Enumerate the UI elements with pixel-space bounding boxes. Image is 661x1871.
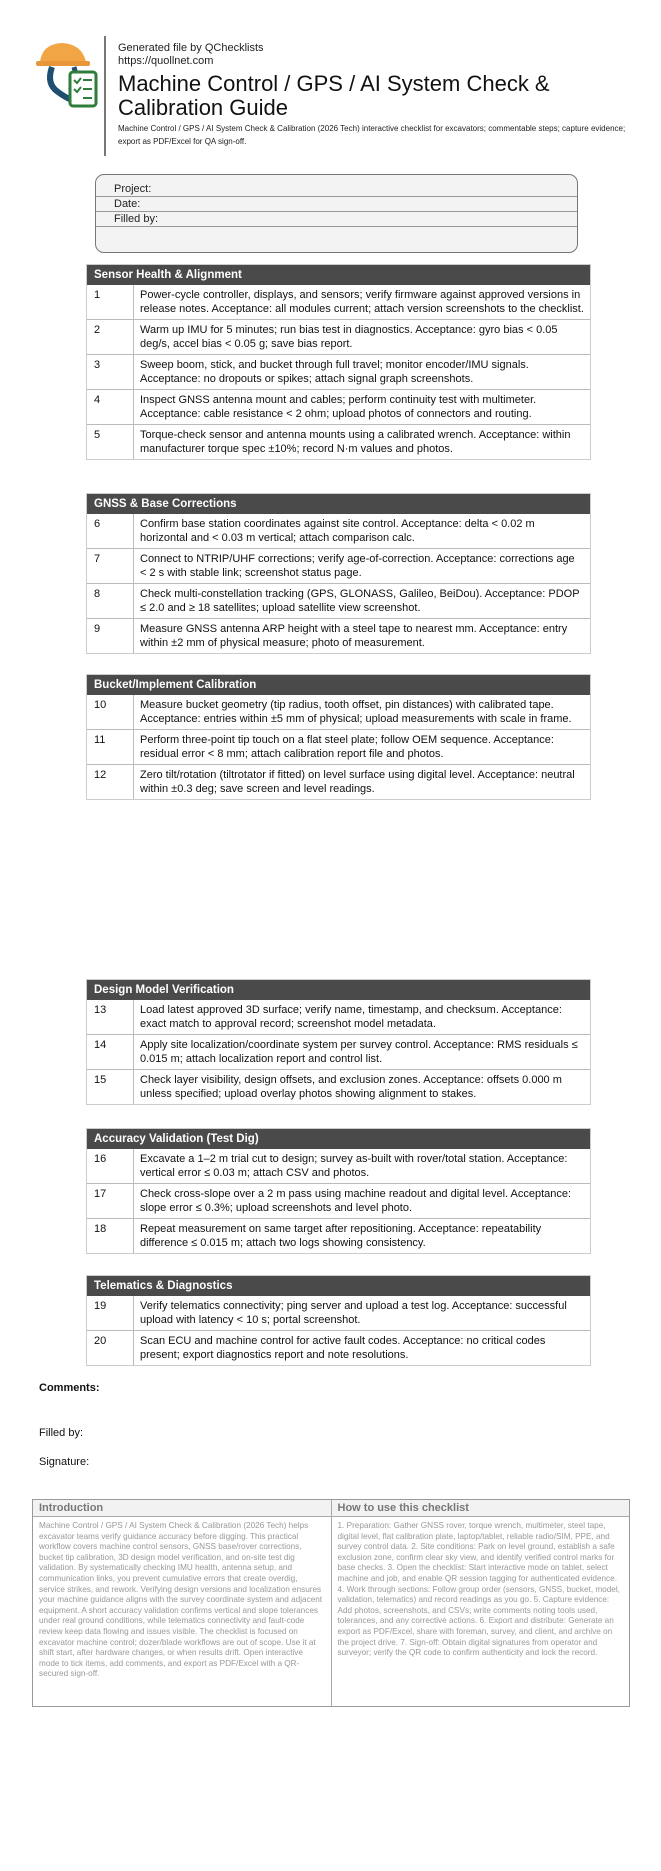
item-text: Apply site localization/coordinate system per survey control. Acceptance: RMS residuals ≤ 0.015 m; attach localization report and control list. bbox=[140, 1039, 578, 1065]
section-bucket-calibration bbox=[86, 674, 591, 800]
section-accuracy-validation bbox=[86, 1128, 591, 1254]
item-text: Load latest approved 3D surface; verify name, timestamp, and checksum. Acceptance: exact match to approval record; screenshot model metadata. bbox=[140, 1004, 562, 1030]
item-number: 1 bbox=[87, 285, 134, 319]
item-number: 6 bbox=[87, 514, 134, 548]
item-text: Inspect GNSS antenna mount and cables; perform continuity test with multimeter. Acceptance: cable resistance < 2 ohm; upload photos of connectors and routing. bbox=[140, 394, 537, 420]
checklist-row[interactable] bbox=[87, 1000, 590, 1034]
item-number: 15 bbox=[87, 1070, 134, 1104]
checklist-row[interactable] bbox=[87, 548, 590, 583]
item-text: Torque-check sensor and antenna mounts using a calibrated wrench. Acceptance: within manufacturer torque spec ±10%; record N·m values and photos. bbox=[140, 429, 571, 455]
item-text: Warm up IMU for 5 minutes; run bias test in diagnostics. Acceptance: gyro bias < 0.05 deg/s, accel bias < 0.05 g; save bias report. bbox=[140, 324, 558, 350]
item-number: 4 bbox=[87, 390, 134, 424]
section-telematics bbox=[86, 1275, 591, 1366]
item-text: Confirm base station coordinates against site control. Acceptance: delta < 0.02 m horizontal and < 0.03 m vertical; attach comparison calc. bbox=[140, 518, 535, 544]
checklist-row[interactable] bbox=[87, 1296, 590, 1330]
item-number: 2 bbox=[87, 320, 134, 354]
checklist-row[interactable] bbox=[87, 354, 590, 389]
source-url-link[interactable]: https://quollnet.com bbox=[118, 55, 214, 67]
page-title: Machine Control / GPS / AI System Check & Calibration Guide bbox=[118, 71, 550, 120]
checklist-row[interactable] bbox=[87, 319, 590, 354]
item-text: Zero tilt/rotation (tiltrotator if fitted) on level surface using digital level. Acceptance: neutral within ±0.3 deg; save screen and level readings. bbox=[140, 769, 575, 795]
section-gnss-base bbox=[86, 493, 591, 654]
introduction-heading: Introduction bbox=[33, 1500, 331, 1517]
item-number: 12 bbox=[87, 765, 134, 799]
checklist-row[interactable] bbox=[87, 285, 590, 319]
checklist-row[interactable] bbox=[87, 618, 590, 653]
date-field[interactable]: Date: bbox=[96, 197, 577, 212]
checklist-row[interactable] bbox=[87, 1069, 590, 1104]
checklist-row[interactable] bbox=[87, 695, 590, 729]
item-text: Scan ECU and machine control for active fault codes. Acceptance: no critical codes present; export diagnostics report and note resolutions. bbox=[140, 1335, 546, 1361]
section-title: Sensor Health & Alignment bbox=[87, 265, 590, 285]
checklist-row[interactable] bbox=[87, 1330, 590, 1365]
item-text: Perform three-point tip touch on a flat steel plate; follow OEM sequence. Acceptance: residual error < 8 mm; attach calibration report file and photos. bbox=[140, 734, 554, 760]
introduction-text: Machine Control / GPS / AI System Check & Calibration (2026 Tech) helps excavator teams verify guidance accuracy before digging. This practical workflow covers machine control sensors, GNSS base/rover corrections, bucket tip calibration, 3D design model verification, and on-site test dig validation. By systematically checking IMU health, antenna setup, and communication links, you prevent cumulative errors that create overdig, service strikes, and rework. Verifying design versions and localization ensures your machine guidance aligns with the survey coordinate system and adjacent equipment. A short accuracy validation confirms vertical and slope tolerances under real ground conditions, while telematics connectivity and fault-code review keep data flowing and issues visible. The checklist is focused on excavator machine control; dozer/blade workflows are out of scope. Use it at shift start, after hardware changes, or when results drift. Open interactive mode to tick items, add comments, and export as PDF/Excel with a QR-secured sign-off. bbox=[39, 1521, 323, 1679]
project-field[interactable]: Project: bbox=[96, 182, 577, 197]
item-number: 14 bbox=[87, 1035, 134, 1069]
checklist-row[interactable] bbox=[87, 514, 590, 548]
item-text: Connect to NTRIP/UHF corrections; verify age-of-correction. Acceptance: corrections age < 2 s with stable link; screenshot status page. bbox=[140, 553, 575, 579]
item-text: Check cross-slope over a 2 m pass using machine readout and digital level. Acceptance: slope error ≤ 0.3%; upload screenshots and level photo. bbox=[140, 1188, 572, 1214]
section-design-model bbox=[86, 979, 591, 1105]
comments-label: Comments: bbox=[39, 1382, 100, 1394]
checklist-row[interactable] bbox=[87, 764, 590, 799]
how-to-use-column bbox=[332, 1500, 630, 1706]
item-number: 20 bbox=[87, 1331, 134, 1365]
filled-by-field[interactable]: Filled by: bbox=[96, 212, 577, 227]
section-title: Design Model Verification bbox=[87, 980, 590, 1000]
item-text: Measure bucket geometry (tip radius, tooth offset, pin distances) with calibrated tape. Acceptance: entries within ±5 mm of physical; upload measurements with scale in frame. bbox=[140, 699, 572, 725]
checklist-row[interactable] bbox=[87, 1149, 590, 1183]
item-number: 10 bbox=[87, 695, 134, 729]
project-info-box bbox=[95, 174, 578, 253]
item-text: Check multi-constellation tracking (GPS, GLONASS, Galileo, BeiDou). Acceptance: PDOP ≤ 2.0 and ≥ 18 satellites; upload satellite view screenshot. bbox=[140, 588, 580, 614]
item-text: Sweep boom, stick, and bucket through full travel; monitor encoder/IMU signals. Acceptance: no dropouts or spikes; attach signal graph screenshots. bbox=[140, 359, 529, 385]
section-title: Accuracy Validation (Test Dig) bbox=[87, 1129, 590, 1149]
document-header bbox=[30, 36, 640, 156]
signature-label: Signature: bbox=[39, 1456, 90, 1468]
checklist-row[interactable] bbox=[87, 583, 590, 618]
filled-by-label: Filled by: bbox=[39, 1427, 84, 1439]
item-number: 7 bbox=[87, 549, 134, 583]
header-divider bbox=[104, 36, 106, 156]
generated-by-text: Generated file by QChecklists bbox=[118, 42, 264, 54]
item-text: Check layer visibility, design offsets, and exclusion zones. Acceptance: offsets 0.000 m unless specified; upload overlay photos showing alignment to stakes. bbox=[140, 1074, 562, 1100]
checklist-row[interactable] bbox=[87, 1218, 590, 1253]
item-text: Verify telematics connectivity; ping server and upload a test log. Acceptance: successful upload with latency < 10 s; portal screenshot. bbox=[140, 1300, 567, 1326]
checklist-row[interactable] bbox=[87, 729, 590, 764]
item-number: 3 bbox=[87, 355, 134, 389]
checklist-row[interactable] bbox=[87, 389, 590, 424]
introduction-column bbox=[33, 1500, 332, 1706]
checklist-row[interactable] bbox=[87, 1034, 590, 1069]
item-number: 19 bbox=[87, 1296, 134, 1330]
section-title: Telematics & Diagnostics bbox=[87, 1276, 590, 1296]
section-sensor-health bbox=[86, 264, 591, 460]
how-to-use-text: 1. Preparation: Gather GNSS rover, torque wrench, multimeter, steel tape, digital level, flat calibration plate, laptop/tablet, reliable radio/SIM, PPE, and survey control data. 2. Site conditions: Park on level ground, establish a safe exclusion zone, confirm clear sky view, and identify verified control marks for base checks. 3. Open the checklist: Start interactive mode on tablet, select machine and job, and enable QR session tagging for authenticated evidence. 4. Work through sections: Follow group order (sensors, GNSS, bucket, model, validation, telematics) and record readings as you go. 5. Capture evidence: Add photos, screenshots, and CSVs; write comments noting tools used, tolerances, and any corrective actions. 6. Export and distribute: Generate an export as PDF/Excel, share with foreman, survey, and client, and archive on the project drive. 7. Sign-off: Obtain digital signatures from operator and surveyor; verify the QR code to confirm authenticity and lock the record. bbox=[337, 1521, 620, 1658]
section-title: Bucket/Implement Calibration bbox=[87, 675, 590, 695]
item-text: Excavate a 1–2 m trial cut to design; survey as-built with rover/total station. Acceptance: vertical error ≤ 0.03 m; attach CSV and photos. bbox=[140, 1153, 568, 1179]
item-number: 11 bbox=[87, 730, 134, 764]
item-number: 17 bbox=[87, 1184, 134, 1218]
item-text: Repeat measurement on same target after repositioning. Acceptance: repeatability difference ≤ 0.015 m; attach two logs showing consistency. bbox=[140, 1223, 542, 1249]
checklist-row[interactable] bbox=[87, 424, 590, 459]
item-text: Measure GNSS antenna ARP height with a steel tape to nearest mm. Acceptance: entry within ±2 mm of physical measure; photo of measurement. bbox=[140, 623, 568, 649]
how-to-use-heading: How to use this checklist bbox=[332, 1500, 630, 1517]
item-number: 8 bbox=[87, 584, 134, 618]
item-text: Power-cycle controller, displays, and sensors; verify firmware against approved versions in release notes. Acceptance: all modules current; attach version screenshots to the checklist. bbox=[140, 289, 584, 315]
item-number: 16 bbox=[87, 1149, 134, 1183]
item-number: 18 bbox=[87, 1219, 134, 1253]
item-number: 13 bbox=[87, 1000, 134, 1034]
item-number: 9 bbox=[87, 619, 134, 653]
page-subtitle: Machine Control / GPS / AI System Check & Calibration (2026 Tech) interactive checklist for excavators; commentable steps; capture evidence; export as PDF/Excel for QA sign-off. bbox=[118, 124, 626, 146]
checklist-row[interactable] bbox=[87, 1183, 590, 1218]
item-number: 5 bbox=[87, 425, 134, 459]
hardhat-checklist-logo-icon bbox=[32, 40, 102, 112]
about-table bbox=[32, 1499, 630, 1707]
section-title: GNSS & Base Corrections bbox=[87, 494, 590, 514]
